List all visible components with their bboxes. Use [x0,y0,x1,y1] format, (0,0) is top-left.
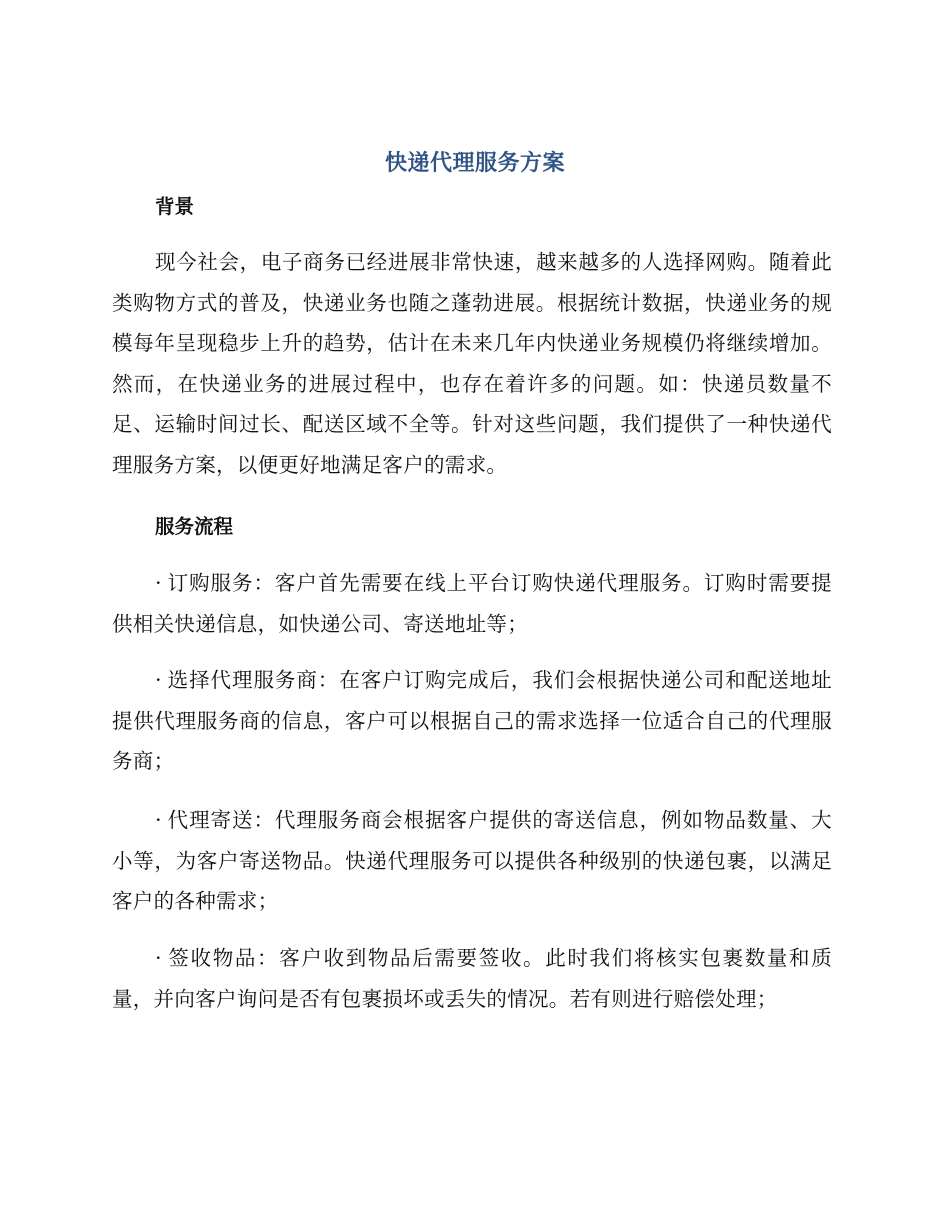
bullet-marker: · [155,808,162,832]
bullet-marker: · [155,946,162,970]
list-item-text: 选择代理服务商：在客户订购完成后，我们会根据快递公司和配送地址提供代理服务商的信息，客户可以根据自己的需求选择一位适合自己的代理服务商； [112,668,832,773]
list-item-text: 代理寄送：代理服务商会根据客户提供的寄送信息，例如物品数量、大小等，为客户寄送物品。快递代理服务可以提供各种级别的快递包裹，以满足客户的各种需求； [112,808,832,913]
list-item-text: 签收物品：客户收到物品后需要签收。此时我们将核实包裹数量和质量，并向客户询问是否有包裹损坏或丢失的情况。若有则进行赔偿处理； [112,946,832,1011]
section-heading-background: 背景 [155,195,195,218]
section-heading-service-process: 服务流程 [155,515,234,538]
list-item-agent-delivery [112,800,832,922]
list-item-sign-receipt [112,938,832,1019]
list-item-select-agent [112,660,832,782]
bullet-marker: · [155,668,162,692]
bullet-marker: · [155,571,162,595]
document-title: 快递代理服务方案 [384,151,565,176]
list-item-text: 订购服务：客户首先需要在线上平台订购快递代理服务。订购时需要提供相关快递信息，如快递公司、寄送地址等； [112,571,832,636]
list-item-order-service [112,563,832,644]
background-paragraph: 现今社会，电子商务已经进展非常快速，越来越多的人选择网购。随着此类购物方式的普及，快递业务也随之蓬勃进展。根据统计数据，快递业务的规模每年呈现稳步上升的趋势，估计在未来几年内快递业务规模仍将继续增加。然而，在快递业务的进展过程中，也存在着许多的问题。如：快递员数量不足、运输时间过长、配送区域不全等。针对这些问题，我们提供了一种快递代理服务方案，以便更好地满足客户的需求。 [112,250,832,477]
